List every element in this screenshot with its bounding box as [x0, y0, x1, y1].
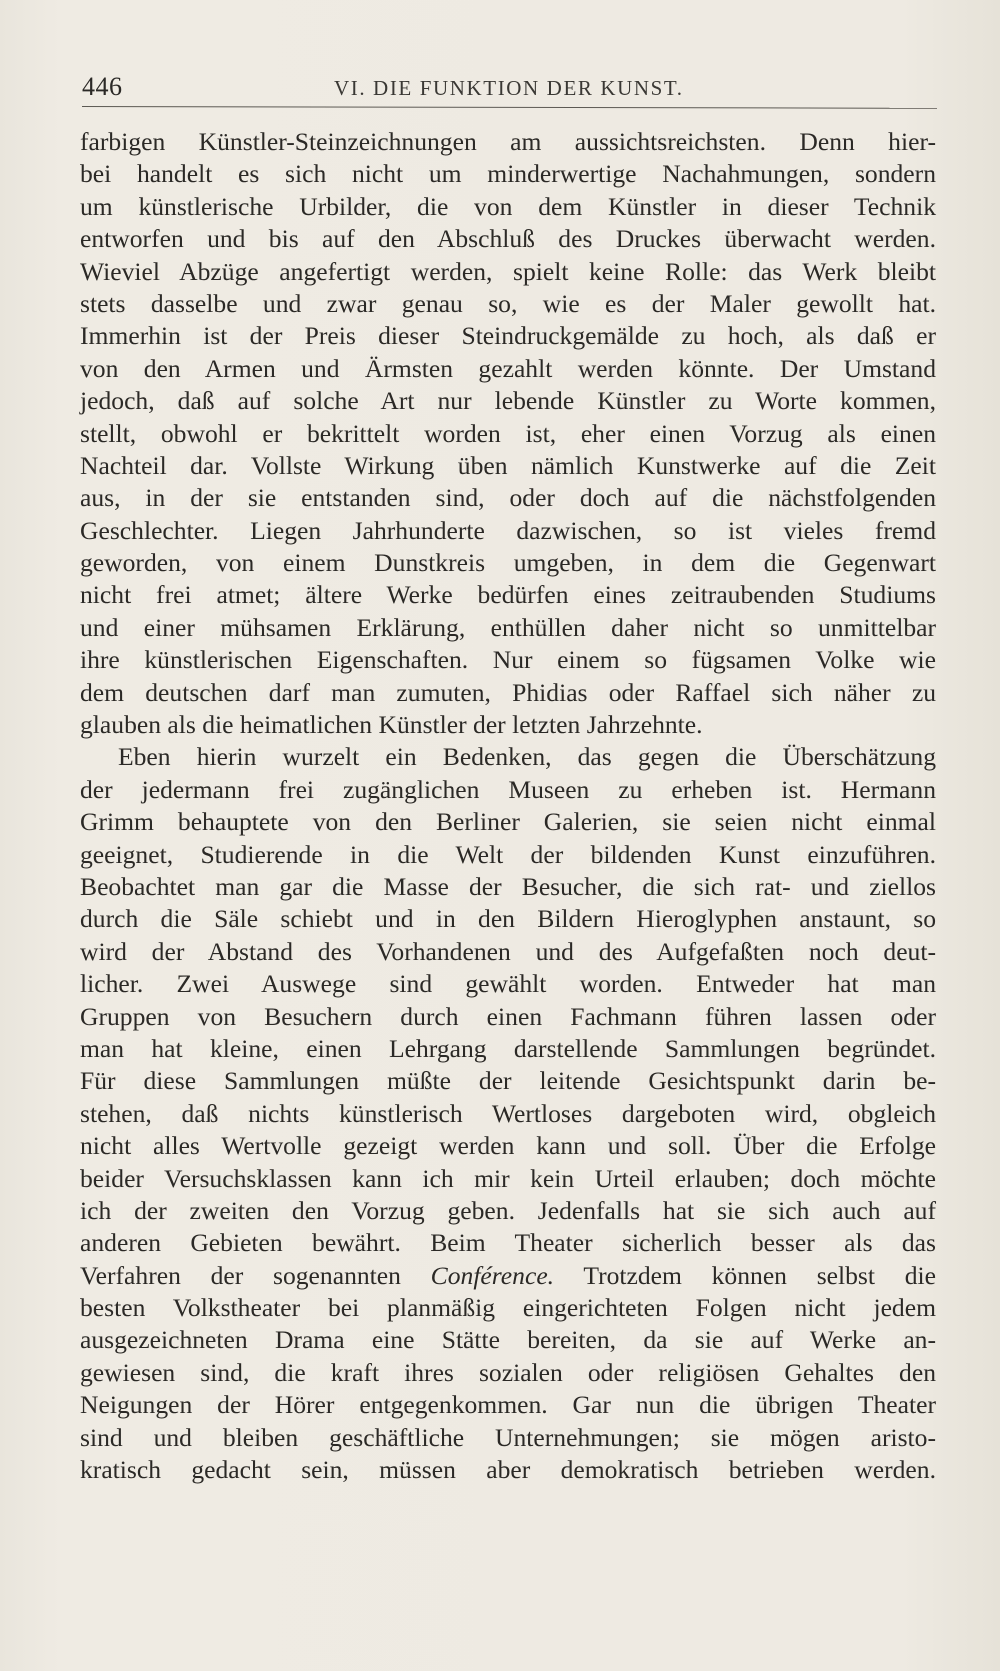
text-line: Geschlechter. Liegen Jahrhunderte dazwischen, so ist vieles fremd: [80, 515, 936, 545]
text-line: man hat kleine, einen Lehrgang darstellende Sammlungen begründet.: [80, 1033, 936, 1063]
text-line: der jedermann frei zugänglichen Museen zu erheben ist. Hermann: [80, 774, 936, 804]
text-line: nicht alles Wertvolle gezeigt werden kann und soll. Über die Erfolge: [80, 1131, 936, 1161]
text-line: licher. Zwei Auswege sind gewählt worden. Entweder hat man: [80, 969, 936, 999]
text-line: nicht frei atmet; ältere Werke bedürfen eines zeitraubenden Studiums: [80, 580, 936, 610]
text-line: anderen Gebieten bewährt. Beim Theater sicherlich besser als das: [80, 1228, 936, 1258]
text-line: ihre künstlerischen Eigenschaften. Nur einem so fügsamen Volke wie: [80, 645, 936, 675]
text-line: Beobachtet man gar die Masse der Besucher, die sich rat- und ziellos: [80, 871, 936, 901]
text-line: stellt, obwohl er bekrittelt worden ist, eher einen Vorzug als einen: [80, 418, 936, 448]
body-text: [80, 126, 936, 1486]
text-line: ausgezeichneten Drama eine Stätte bereiten, da sie auf Werke an-: [80, 1325, 936, 1355]
text-line: aus, in der sie entstanden sind, oder doch auf die nächstfolgenden: [80, 483, 936, 513]
text-line: Nachteil dar. Vollste Wirkung üben nämlich Kunstwerke auf die Zeit: [80, 450, 936, 480]
paragraph-2-lines-after: [80, 1292, 936, 1486]
text-line: kratisch gedacht sein, müssen aber demokratisch betrieben werden.: [80, 1455, 936, 1485]
text-line: gewiesen sind, die kraft ihres sozialen oder religiösen Gehaltes den: [80, 1357, 936, 1387]
paragraph-1: [80, 126, 936, 741]
text-line: Neigungen der Hörer entgegenkommen. Gar nun die übrigen Theater: [80, 1390, 936, 1420]
header-rule: [82, 106, 937, 109]
text-line: sind und bleiben geschäftliche Unternehmungen; sie mögen aristo-: [80, 1422, 936, 1452]
text-line: besten Volkstheater bei planmäßig eingerichteten Folgen nicht jedem: [80, 1293, 936, 1323]
text-line: durch die Säle schiebt und in den Bildern Hieroglyphen anstaunt, so: [80, 904, 936, 934]
page-number: 446: [82, 72, 123, 101]
text-line: farbigen Künstler-Steinzeichnungen am aussichtsreichsten. Denn hier-: [80, 127, 936, 156]
text-line-after: Trotzdem können selbst die: [554, 1260, 936, 1290]
paragraph-2: [80, 741, 936, 1486]
text-line: bei handelt es sich nicht um minderwertige Nachahmungen, sondern: [80, 159, 936, 189]
running-title: VI. DIE FUNKTION DER KUNST.: [334, 76, 684, 100]
italic-term: Conférence.: [430, 1260, 555, 1290]
text-line: Immerhin ist der Preis dieser Steindruckgemälde zu hoch, als daß er: [80, 321, 936, 351]
text-line: jedoch, daß auf solche Art nur lebende Künstler zu Worte kommen,: [80, 386, 936, 416]
text-line: Für diese Sammlungen müßte der leitende Gesichtspunkt darin be-: [80, 1066, 936, 1096]
text-line: entworfen und bis auf den Abschluß des Druckes überwacht werden.: [80, 224, 936, 254]
text-line: Wieviel Abzüge angefertigt werden, spielt keine Rolle: das Werk bleibt: [80, 256, 936, 286]
text-line: und einer mühsamen Erklärung, enthüllen daher nicht so unmittelbar: [80, 612, 936, 642]
paragraph-2-lines: [80, 741, 936, 1259]
text-line: Gruppen von Besuchern durch einen Fachmann führen lassen oder: [80, 1001, 936, 1031]
text-line: Grimm behauptete von den Berliner Galerien, sie seien nicht einmal: [80, 807, 936, 837]
text-line: dem deutschen darf man zumuten, Phidias oder Raffael sich näher zu: [80, 677, 936, 707]
page-header: [82, 70, 934, 104]
text-line-before: Verfahren der sogenannten: [80, 1260, 431, 1290]
text-line-italic: [80, 1260, 936, 1292]
text-line: Eben hierin wurzelt ein Bedenken, das gegen die Überschätzung: [118, 742, 936, 772]
text-line: glauben als die heimatlichen Künstler der letzten Jahrzehnte.: [80, 710, 703, 740]
text-line: um künstlerische Urbilder, die von dem Künstler in dieser Technik: [80, 191, 936, 221]
text-line: von den Armen und Ärmsten gezahlt werden könnte. Der Umstand: [80, 353, 936, 383]
text-line: stets dasselbe und zwar genau so, wie es der Maler gewollt hat.: [80, 288, 936, 318]
text-line: beider Versuchsklassen kann ich mir kein Urteil erlauben; doch möchte: [80, 1163, 936, 1193]
text-line: geworden, von einem Dunstkreis umgeben, in dem die Gegenwart: [80, 548, 936, 578]
text-line: wird der Abstand des Vorhandenen und des Aufgefaßten noch deut-: [80, 936, 936, 966]
text-line: geeignet, Studierende in die Welt der bildenden Kunst einzuführen.: [80, 839, 936, 869]
text-line: stehen, daß nichts künstlerisch Wertloses dargeboten wird, obgleich: [80, 1098, 936, 1128]
text-line: ich der zweiten den Vorzug geben. Jedenfalls hat sie sich auch auf: [80, 1195, 936, 1225]
